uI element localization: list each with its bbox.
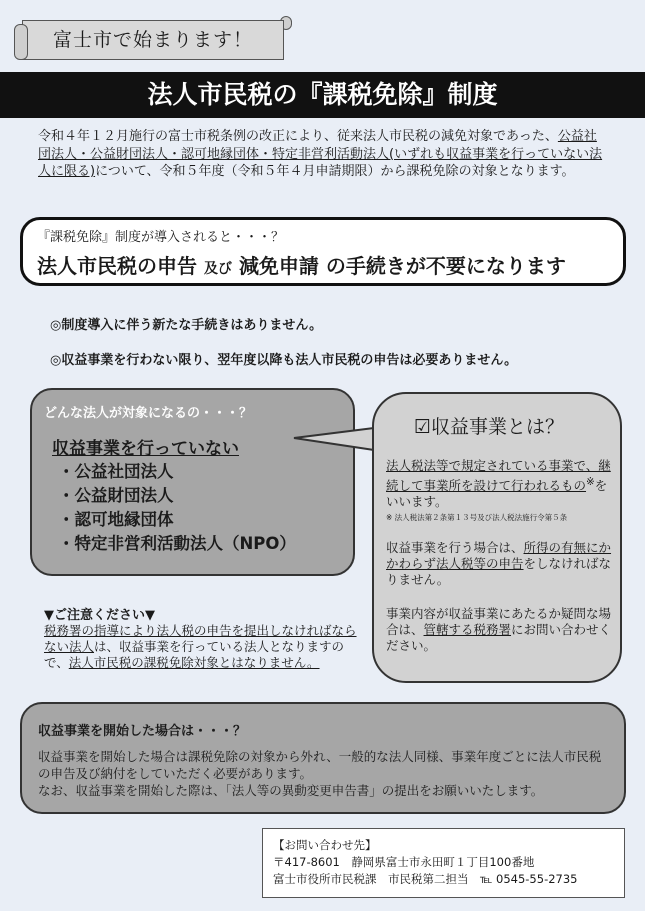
paragraph-underlined: 所得の有無にかかわらず法人税等の申告 xyxy=(386,540,612,571)
intro-underlined: 公益社団法人・公益財団法人・認可地縁団体・特定非営利活動法人(いずれも収益事業を xyxy=(38,129,597,162)
banner xyxy=(22,20,284,60)
business-title xyxy=(414,412,564,439)
contact-label: 【お問い合わせ先】 xyxy=(273,838,377,852)
business-definition xyxy=(386,458,614,510)
paragraph-text: 収益事業を行う場合は、 xyxy=(386,540,524,555)
scroll-curl-decoration xyxy=(14,24,28,60)
definition-underlined: 法人税法等で規定されている事業で、継続して事業所を設けて行われるもの xyxy=(386,458,611,494)
start-paragraph: なお、収益事業を開始した際は、「法人等の異動変更申告書」の提出をお願いいたします。 xyxy=(38,783,544,798)
contact-tel: 0545-55-2735 xyxy=(496,872,578,886)
target-bubble xyxy=(30,388,355,576)
business-footnote: ※ 法人税法第２条第１３号及び法人税法施行令第５条 xyxy=(386,513,568,522)
business-title-text: 収益事業とは？ xyxy=(431,416,565,438)
intro-underlined: 行っていない法人に限る) xyxy=(38,146,603,179)
phone-icon: ℡ xyxy=(480,872,493,886)
checkbox-icon: ☑ xyxy=(414,416,432,438)
paragraph-text: にお問い合わせください。 xyxy=(386,622,612,653)
target-list xyxy=(58,460,296,556)
page-title: 法人市民税の『課税免除』制度 xyxy=(0,72,645,118)
callout-main-text: 法人市民税の申告 xyxy=(37,254,197,278)
intro-paragraph xyxy=(38,128,606,181)
callout-main-and: 及び xyxy=(203,261,232,277)
contact-dept: 富士市役所市民税課 市民税第二担当 xyxy=(273,872,469,886)
footnote-mark: ※ xyxy=(586,476,595,488)
business-paragraph xyxy=(386,606,614,654)
list-item: ・特定非営利活動法人（NPO） xyxy=(58,534,296,553)
callout-main-text: の手続きが不要になります xyxy=(325,254,566,278)
contact-dept-line xyxy=(273,871,614,888)
caution-heading: ▼ご注意ください▼ xyxy=(44,608,155,623)
target-heading: どんな法人が対象になるの・・・？ xyxy=(44,406,253,421)
list-item: ・認可地縁団体 xyxy=(58,510,174,529)
intro-text: の対象となります。 xyxy=(458,164,575,179)
paragraph-underlined: 管轄する税務署 xyxy=(423,622,512,637)
caution-underlined: 法人市民税の課税免除対象とはなりません。 xyxy=(68,655,320,670)
start-heading: 収益事業を開始した場合は・・・？ xyxy=(38,724,247,739)
paragraph-text: 事業内容が収益事業にあたるか疑問な場合は、 xyxy=(386,606,612,637)
paragraph-text: をしなければなりません。 xyxy=(386,556,612,587)
callout-main-text: 減免申請 xyxy=(238,254,319,278)
callout-question: 『課税免除』制度が導入されると・・・？ xyxy=(37,230,285,245)
contact-address: 〒417-8601 静岡県富士市永田町１丁目100番地 xyxy=(273,855,535,869)
note-item: ◎制度導入に伴う新たな手続きはありません。 xyxy=(50,318,323,333)
note-item: ◎収益事業を行わない限り、翌年度以降も法人市民税の申告は必要ありません。 xyxy=(50,353,518,368)
contact-box xyxy=(262,828,625,898)
caution-underlined: 税務署の指導により法人税の申告を提出しなければならない法人 xyxy=(44,623,357,654)
target-subheading: 収益事業を行っていない xyxy=(52,439,239,459)
business-bubble xyxy=(372,392,622,683)
callout-box xyxy=(20,217,626,286)
start-paragraph: 収益事業を開始した場合は課税免除の対象から外れ、一般的な法人同様、事業年度ごとに法人市民税の申告及び納付をしていただく必要があります。 xyxy=(38,749,602,781)
business-paragraph xyxy=(386,540,614,588)
definition-text: をいいます。 xyxy=(386,478,608,510)
callout-main xyxy=(37,250,566,279)
start-body xyxy=(38,748,610,799)
list-item: ・公益財団法人 xyxy=(58,486,174,505)
intro-text: について、令和５年度（令和５年４月申請期限）から課税免除 xyxy=(95,164,459,179)
start-business-box xyxy=(20,702,626,814)
speech-bubble-tail xyxy=(290,420,380,460)
intro-text: 令和４年１２月施行の富士市税条例の改正により、従来法人市民税の減免対象であった、 xyxy=(38,129,558,144)
caution-text: は、収益事業を行っている法人となりますので、 xyxy=(44,639,345,670)
banner-text: 富士市で始まります！ xyxy=(52,29,253,51)
list-item: ・公益社団法人 xyxy=(58,462,174,481)
caution-body xyxy=(44,623,362,671)
